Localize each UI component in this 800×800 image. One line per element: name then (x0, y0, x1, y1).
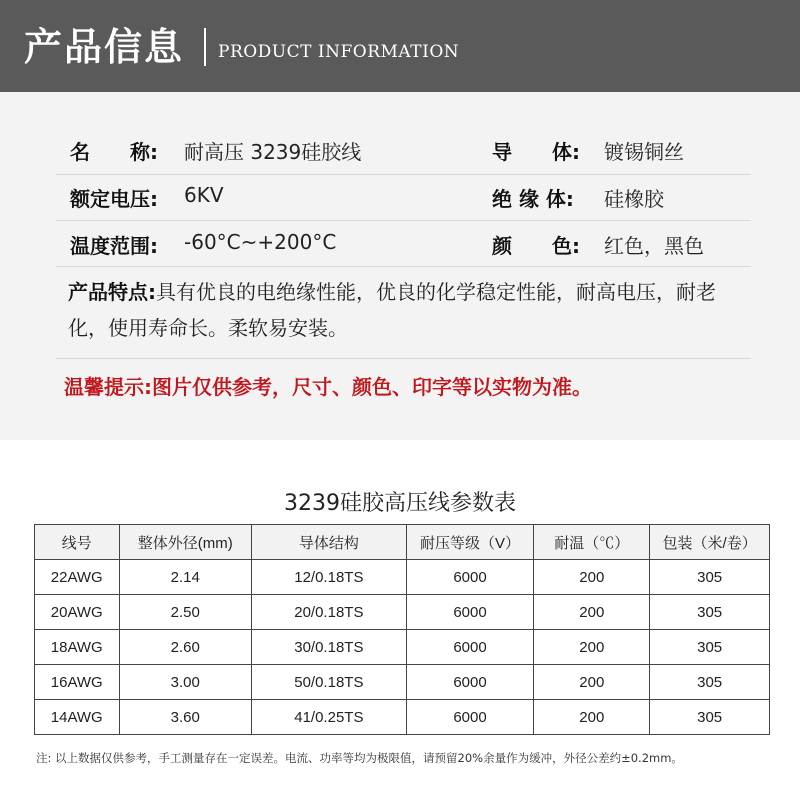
table-cell: 2.14 (119, 560, 252, 595)
table-cell: 305 (650, 665, 770, 700)
table-cell: 305 (650, 560, 770, 595)
feature-label: 产品特点: (68, 280, 156, 304)
insulation-label: 绝 缘 体: (492, 187, 574, 211)
name-value: 耐高压 3239硅胶线 (184, 140, 362, 164)
table-cell: 50/0.18TS (252, 665, 407, 700)
name-label: 名 称: (70, 140, 158, 164)
table-cell: 22AWG (35, 560, 120, 595)
header-cell: 整体外径(mm) (119, 525, 252, 560)
table-cell: 14AWG (35, 700, 120, 735)
header-divider (204, 28, 206, 66)
table-cell: 2.50 (119, 595, 252, 630)
table-cell: 20/0.18TS (252, 595, 407, 630)
table-row (35, 700, 770, 735)
product-info-panel (0, 92, 800, 440)
header-cell: 耐压等级（V） (406, 525, 534, 560)
info-row-name (56, 128, 751, 175)
header-cell: 导体结构 (252, 525, 407, 560)
table-note: 注: 以上数据仅供参考，手工测量存在一定误差。电流、功率等均为极限值，请预留20%余量作为缓冲，外径公差约±0.2mm。 (36, 751, 683, 765)
table-cell: 6000 (406, 700, 534, 735)
table-cell: 2.60 (119, 630, 252, 665)
feature-value: 具有优良的电绝缘性能，优良的化学稳定性能，耐高电压，耐老化，使用寿命长。柔软易安装。 (68, 280, 716, 340)
table-cell: 20AWG (35, 595, 120, 630)
table-cell: 3.60 (119, 700, 252, 735)
table-cell: 200 (534, 665, 650, 700)
table-cell: 6000 (406, 595, 534, 630)
table-cell: 6000 (406, 630, 534, 665)
conductor-label: 导 体: (492, 140, 580, 164)
table-cell: 30/0.18TS (252, 630, 407, 665)
warm-tip: 温馨提示:图片仅供参考，尺寸、颜色、印字等以实物为准。 (64, 375, 592, 399)
table-cell: 12/0.18TS (252, 560, 407, 595)
table-cell: 305 (650, 630, 770, 665)
table-title: 3239硅胶高压线参数表 (284, 491, 516, 516)
table-cell: 18AWG (35, 630, 120, 665)
info-row-voltage (56, 174, 751, 221)
color-value: 红色，黑色 (604, 234, 704, 258)
table-cell: 200 (534, 700, 650, 735)
insulation-value: 硅橡胶 (604, 187, 664, 211)
table-row (35, 665, 770, 700)
voltage-value: 6KV (184, 183, 224, 207)
table-row (35, 630, 770, 665)
table-row (35, 560, 770, 595)
temp-label: 温度范围: (70, 234, 158, 258)
table-row (35, 595, 770, 630)
conductor-value: 镀锡铜丝 (604, 140, 684, 164)
header-cell: 线号 (35, 525, 120, 560)
feature-text (68, 274, 738, 346)
table-cell: 6000 (406, 560, 534, 595)
info-row-temp (56, 220, 751, 267)
color-label: 颜 色: (492, 234, 580, 258)
header-title-en: PRODUCT INFORMATION (218, 42, 460, 62)
table-cell: 200 (534, 630, 650, 665)
section-header (0, 0, 800, 92)
table-cell: 305 (650, 700, 770, 735)
table-cell: 6000 (406, 665, 534, 700)
temp-value: -60°C~+200°C (184, 230, 337, 254)
parameter-table (34, 524, 770, 735)
table-cell: 305 (650, 595, 770, 630)
voltage-label: 额定电压: (70, 187, 158, 211)
table-cell: 41/0.25TS (252, 700, 407, 735)
table-cell: 3.00 (119, 665, 252, 700)
header-cell: 耐温（℃） (534, 525, 650, 560)
header-title-cn: 产品信息 (24, 25, 185, 69)
table-cell: 200 (534, 560, 650, 595)
table-cell: 200 (534, 595, 650, 630)
table-header-row (35, 525, 770, 560)
table-cell: 16AWG (35, 665, 120, 700)
header-cell: 包装（米/卷） (650, 525, 770, 560)
